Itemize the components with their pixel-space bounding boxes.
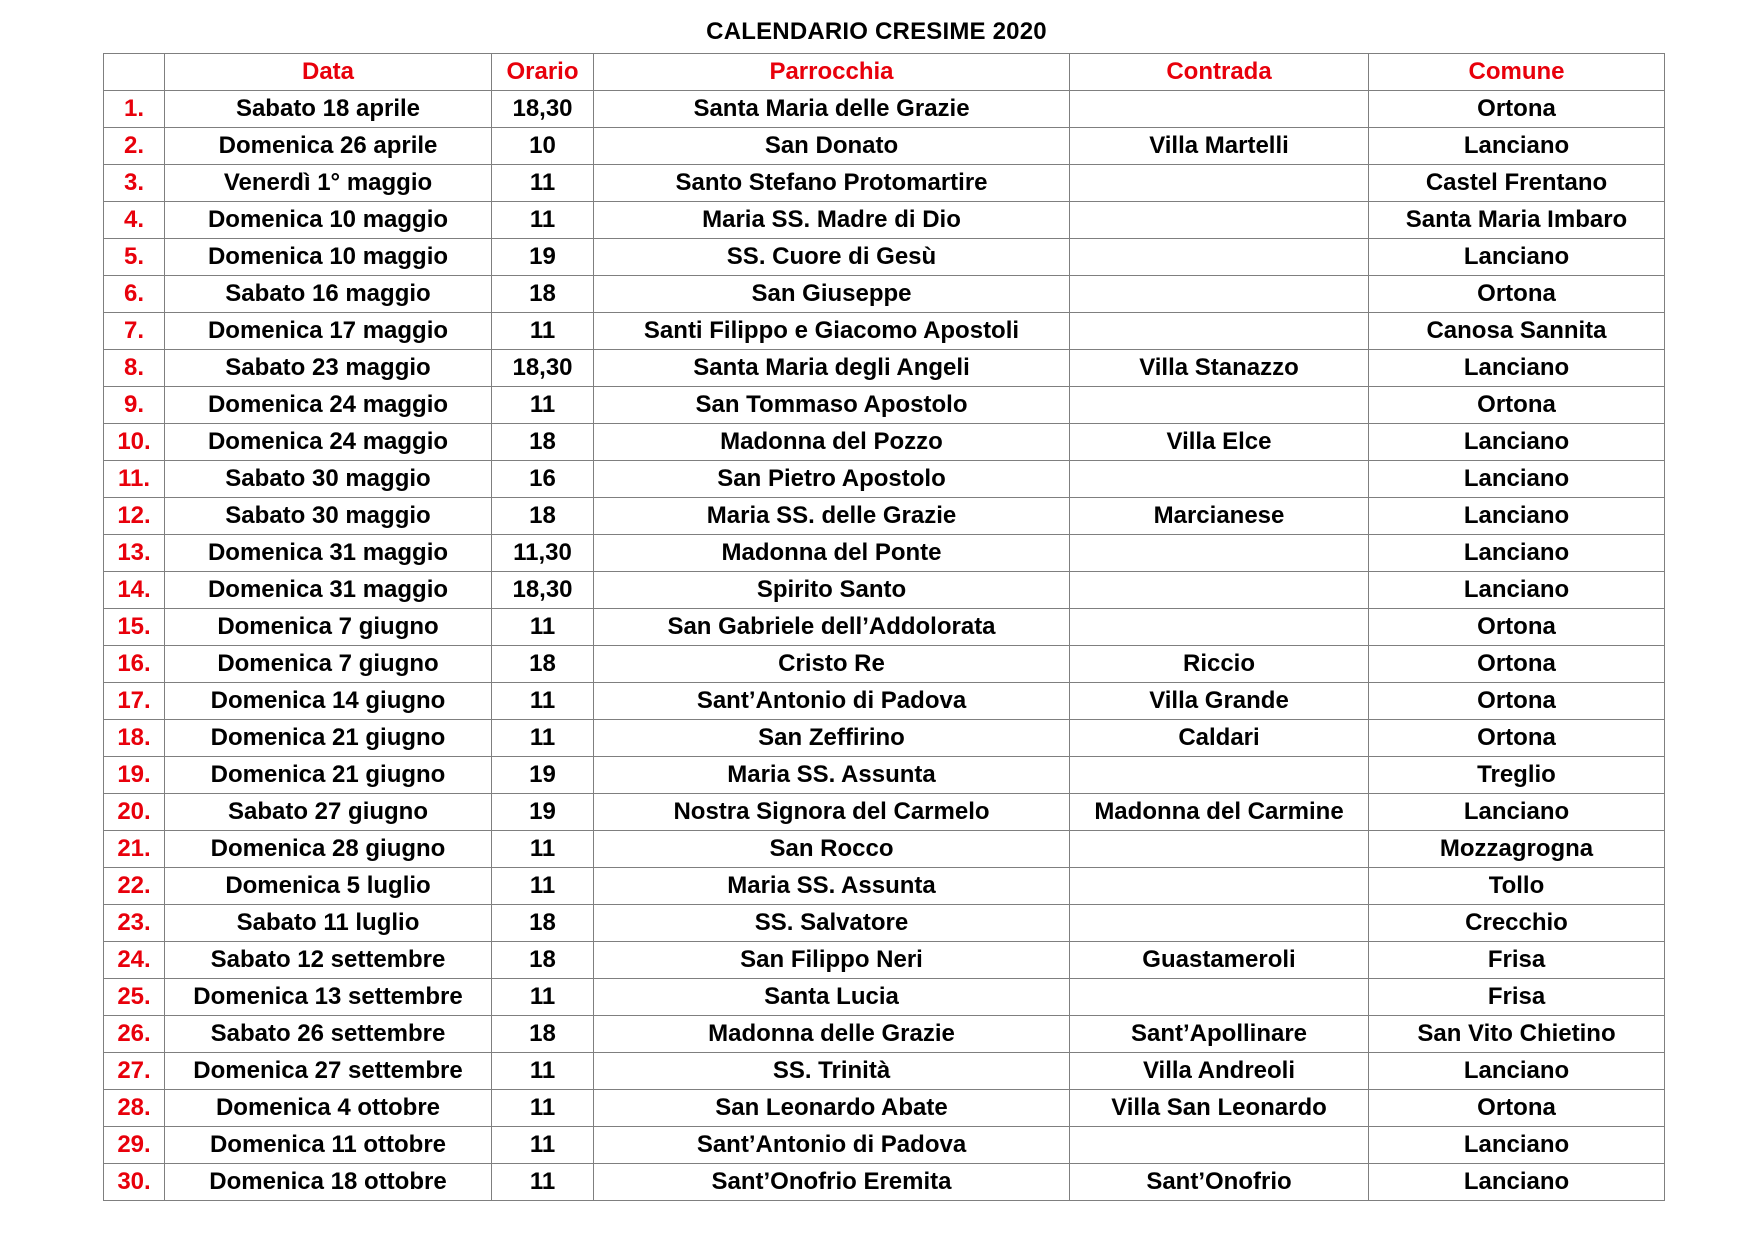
cell-parrocchia: San Pietro Apostolo [594,461,1070,498]
cell-comune: Ortona [1369,609,1665,646]
cell-orario: 18 [492,1016,594,1053]
cell-parrocchia: Madonna del Ponte [594,535,1070,572]
cell-parrocchia: Sant’Onofrio Eremita [594,1164,1070,1201]
cell-data: Domenica 24 maggio [165,424,492,461]
cell-parrocchia: Maria SS. Assunta [594,757,1070,794]
row-number: 6. [104,276,165,313]
cell-contrada: Villa San Leonardo [1070,1090,1369,1127]
cell-data: Domenica 14 giugno [165,683,492,720]
cell-contrada: Villa Stanazzo [1070,350,1369,387]
row-number: 8. [104,350,165,387]
cell-data: Domenica 18 ottobre [165,1164,492,1201]
table-row [104,535,1665,572]
cell-comune: Ortona [1369,683,1665,720]
table-row [104,276,1665,313]
row-number: 1. [104,91,165,128]
cell-parrocchia: Santa Maria delle Grazie [594,91,1070,128]
table-row [104,498,1665,535]
table-row [104,646,1665,683]
cell-contrada: Riccio [1070,646,1369,683]
cell-contrada [1070,165,1369,202]
cell-contrada [1070,979,1369,1016]
cell-comune: Canosa Sannita [1369,313,1665,350]
cell-comune: Lanciano [1369,535,1665,572]
cell-orario: 11 [492,313,594,350]
cell-contrada: Villa Grande [1070,683,1369,720]
table-row [104,942,1665,979]
cell-parrocchia: Santa Lucia [594,979,1070,1016]
row-number: 24. [104,942,165,979]
cell-data: Domenica 31 maggio [165,572,492,609]
cell-contrada [1070,868,1369,905]
cell-data: Sabato 30 maggio [165,498,492,535]
cell-data: Domenica 21 giugno [165,720,492,757]
table-row [104,1127,1665,1164]
cell-data: Sabato 23 maggio [165,350,492,387]
table-header-row [104,54,1665,91]
cell-comune: Lanciano [1369,239,1665,276]
table-row [104,1164,1665,1201]
table-row [104,868,1665,905]
cell-data: Domenica 4 ottobre [165,1090,492,1127]
cell-comune: Frisa [1369,979,1665,1016]
cell-orario: 11 [492,1090,594,1127]
cell-parrocchia: San Giuseppe [594,276,1070,313]
table-row [104,91,1665,128]
row-number: 19. [104,757,165,794]
cell-comune: Mozzagrogna [1369,831,1665,868]
table-row [104,905,1665,942]
cell-comune: Santa Maria Imbaro [1369,202,1665,239]
row-number: 25. [104,979,165,1016]
table-row [104,1053,1665,1090]
cell-orario: 11 [492,831,594,868]
cell-comune: Lanciano [1369,350,1665,387]
cell-orario: 18 [492,424,594,461]
row-number: 26. [104,1016,165,1053]
cell-orario: 11 [492,1053,594,1090]
table-body [104,91,1665,1201]
cell-parrocchia: Spirito Santo [594,572,1070,609]
cell-contrada: Villa Elce [1070,424,1369,461]
header-number [104,54,165,91]
cell-parrocchia: SS. Cuore di Gesù [594,239,1070,276]
row-number: 5. [104,239,165,276]
cell-orario: 11 [492,387,594,424]
row-number: 20. [104,794,165,831]
table-row [104,350,1665,387]
cell-contrada [1070,609,1369,646]
cell-parrocchia: Maria SS. Assunta [594,868,1070,905]
table-row [104,831,1665,868]
table-row [104,720,1665,757]
cell-parrocchia: San Leonardo Abate [594,1090,1070,1127]
table-row [104,1016,1665,1053]
cell-comune: Lanciano [1369,572,1665,609]
table-row [104,572,1665,609]
row-number: 9. [104,387,165,424]
cell-orario: 11 [492,1127,594,1164]
table-row [104,202,1665,239]
cell-contrada [1070,276,1369,313]
row-number: 15. [104,609,165,646]
row-number: 18. [104,720,165,757]
cell-comune: Lanciano [1369,1164,1665,1201]
table-row [104,979,1665,1016]
row-number: 3. [104,165,165,202]
cell-data: Sabato 26 settembre [165,1016,492,1053]
cell-comune: Ortona [1369,91,1665,128]
cell-comune: Ortona [1369,276,1665,313]
cell-parrocchia: SS. Trinità [594,1053,1070,1090]
cell-data: Domenica 10 maggio [165,239,492,276]
cell-parrocchia: Sant’Antonio di Padova [594,1127,1070,1164]
cell-orario: 11 [492,202,594,239]
cell-contrada [1070,387,1369,424]
cell-parrocchia: San Filippo Neri [594,942,1070,979]
confirmation-schedule-table [103,53,1665,1201]
cell-data: Sabato 30 maggio [165,461,492,498]
cell-orario: 19 [492,794,594,831]
cell-orario: 11 [492,683,594,720]
cell-contrada [1070,1127,1369,1164]
table-row [104,313,1665,350]
cell-parrocchia: Cristo Re [594,646,1070,683]
cell-data: Domenica 21 giugno [165,757,492,794]
row-number: 11. [104,461,165,498]
cell-orario: 11 [492,609,594,646]
cell-contrada [1070,757,1369,794]
cell-data: Domenica 7 giugno [165,646,492,683]
cell-comune: Lanciano [1369,794,1665,831]
cell-comune: Lanciano [1369,1053,1665,1090]
row-number: 29. [104,1127,165,1164]
row-number: 28. [104,1090,165,1127]
row-number: 16. [104,646,165,683]
cell-orario: 18,30 [492,350,594,387]
table-row [104,128,1665,165]
cell-comune: Tollo [1369,868,1665,905]
row-number: 21. [104,831,165,868]
table-row [104,461,1665,498]
table-row [104,757,1665,794]
cell-orario: 18 [492,905,594,942]
cell-contrada: Marcianese [1070,498,1369,535]
cell-contrada [1070,239,1369,276]
cell-parrocchia: San Tommaso Apostolo [594,387,1070,424]
cell-contrada [1070,461,1369,498]
cell-contrada: Caldari [1070,720,1369,757]
cell-data: Domenica 13 settembre [165,979,492,1016]
header-parrocchia: Parrocchia [594,54,1070,91]
cell-data: Domenica 5 luglio [165,868,492,905]
cell-comune: Castel Frentano [1369,165,1665,202]
cell-parrocchia: San Rocco [594,831,1070,868]
cell-data: Sabato 18 aprile [165,91,492,128]
cell-parrocchia: SS. Salvatore [594,905,1070,942]
cell-contrada: Sant’Onofrio [1070,1164,1369,1201]
row-number: 17. [104,683,165,720]
cell-data: Sabato 27 giugno [165,794,492,831]
cell-orario: 11 [492,720,594,757]
cell-contrada [1070,535,1369,572]
cell-parrocchia: Madonna delle Grazie [594,1016,1070,1053]
row-number: 30. [104,1164,165,1201]
cell-comune: Lanciano [1369,1127,1665,1164]
row-number: 10. [104,424,165,461]
cell-orario: 18 [492,276,594,313]
cell-comune: Lanciano [1369,128,1665,165]
row-number: 4. [104,202,165,239]
cell-orario: 19 [492,239,594,276]
cell-data: Domenica 31 maggio [165,535,492,572]
table-row [104,794,1665,831]
row-number: 23. [104,905,165,942]
cell-data: Venerdì 1° maggio [165,165,492,202]
cell-parrocchia: Santo Stefano Protomartire [594,165,1070,202]
cell-comune: Lanciano [1369,498,1665,535]
cell-parrocchia: Nostra Signora del Carmelo [594,794,1070,831]
row-number: 7. [104,313,165,350]
cell-parrocchia: Madonna del Pozzo [594,424,1070,461]
cell-orario: 11 [492,979,594,1016]
cell-data: Domenica 10 maggio [165,202,492,239]
cell-contrada [1070,572,1369,609]
cell-comune: Lanciano [1369,461,1665,498]
cell-contrada: Guastameroli [1070,942,1369,979]
cell-comune: Ortona [1369,720,1665,757]
cell-orario: 18,30 [492,572,594,609]
header-contrada: Contrada [1070,54,1369,91]
cell-comune: San Vito Chietino [1369,1016,1665,1053]
cell-data: Domenica 24 maggio [165,387,492,424]
table-row [104,609,1665,646]
cell-parrocchia: San Donato [594,128,1070,165]
cell-contrada [1070,202,1369,239]
cell-orario: 11 [492,1164,594,1201]
cell-data: Sabato 12 settembre [165,942,492,979]
cell-contrada: Madonna del Carmine [1070,794,1369,831]
cell-orario: 11 [492,165,594,202]
table-row [104,1090,1665,1127]
cell-contrada [1070,313,1369,350]
cell-contrada [1070,905,1369,942]
cell-comune: Crecchio [1369,905,1665,942]
cell-data: Domenica 26 aprile [165,128,492,165]
cell-orario: 19 [492,757,594,794]
cell-contrada: Villa Martelli [1070,128,1369,165]
row-number: 12. [104,498,165,535]
table-row [104,239,1665,276]
cell-comune: Treglio [1369,757,1665,794]
row-number: 27. [104,1053,165,1090]
cell-comune: Ortona [1369,646,1665,683]
cell-orario: 18 [492,498,594,535]
cell-orario: 16 [492,461,594,498]
table-row [104,387,1665,424]
cell-parrocchia: San Zeffirino [594,720,1070,757]
row-number: 13. [104,535,165,572]
cell-orario: 11,30 [492,535,594,572]
cell-orario: 10 [492,128,594,165]
cell-parrocchia: Santi Filippo e Giacomo Apostoli [594,313,1070,350]
cell-data: Sabato 16 maggio [165,276,492,313]
cell-data: Domenica 27 settembre [165,1053,492,1090]
row-number: 22. [104,868,165,905]
cell-data: Sabato 11 luglio [165,905,492,942]
cell-comune: Ortona [1369,387,1665,424]
table-row [104,424,1665,461]
cell-comune: Ortona [1369,1090,1665,1127]
cell-parrocchia: Maria SS. Madre di Dio [594,202,1070,239]
cell-contrada [1070,91,1369,128]
cell-comune: Lanciano [1369,424,1665,461]
cell-orario: 11 [492,868,594,905]
cell-orario: 18,30 [492,91,594,128]
table-row [104,683,1665,720]
row-number: 14. [104,572,165,609]
table-row [104,165,1665,202]
cell-contrada: Villa Andreoli [1070,1053,1369,1090]
header-data: Data [165,54,492,91]
row-number: 2. [104,128,165,165]
cell-data: Domenica 28 giugno [165,831,492,868]
cell-data: Domenica 7 giugno [165,609,492,646]
cell-data: Domenica 11 ottobre [165,1127,492,1164]
cell-orario: 18 [492,646,594,683]
cell-orario: 18 [492,942,594,979]
page-title: CALENDARIO CRESIME 2020 [706,18,1047,45]
header-orario: Orario [492,54,594,91]
cell-parrocchia: Maria SS. delle Grazie [594,498,1070,535]
cell-parrocchia: San Gabriele dell’Addolorata [594,609,1070,646]
cell-comune: Frisa [1369,942,1665,979]
cell-parrocchia: Sant’Antonio di Padova [594,683,1070,720]
cell-contrada: Sant’Apollinare [1070,1016,1369,1053]
cell-contrada [1070,831,1369,868]
header-comune: Comune [1369,54,1665,91]
cell-data: Domenica 17 maggio [165,313,492,350]
cell-parrocchia: Santa Maria degli Angeli [594,350,1070,387]
